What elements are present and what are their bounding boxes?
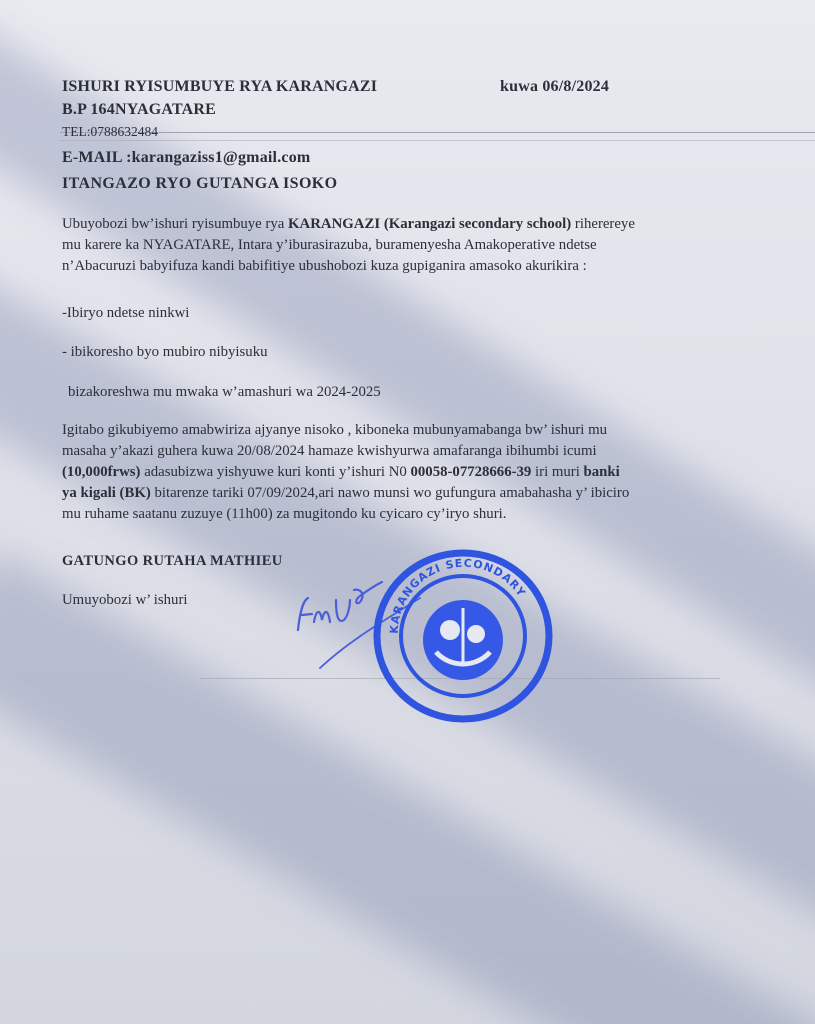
text-line: (10,000frws) adasubizwa yishyuwe kuri konti y’ishuri N0 00058-07728666-39 iri muri banki — [62, 464, 620, 480]
official-stamp-icon — [370, 548, 555, 723]
text-line: Ubuyobozi bw’ishuri ryisumbuye rya KARANGAZI (Karangazi secondary school) riherereye — [62, 216, 635, 232]
signatory-role: Umuyobozi w’ ishuri — [62, 592, 188, 608]
notice-title: ITANGAZO RYO GUTANGA ISOKO — [62, 175, 338, 192]
usage-period: bizakoreshwa mu mwaka w’amashuri wa 2024-2025 — [68, 384, 381, 400]
text-line: Igitabo gikubiyemo amabwiriza ajyanye nisoko , kiboneka mubunyamabanga bw’ ishuri mu — [62, 422, 608, 438]
telephone: TEL:0788632484 — [62, 124, 158, 139]
school-name: ISHURI RYISUMBUYE RYA KARANGAZI — [62, 78, 378, 95]
svg-text:KARANGAZI SECONDARY: KARANGAZI SECONDARY — [387, 556, 529, 635]
text-line: mu karere ka NYAGATARE, Intara y’iburasirazuba, buramenyesha Amakoperative ndetse — [62, 237, 597, 253]
document-date: kuwa 06/8/2024 — [500, 78, 610, 95]
header-rule — [60, 132, 815, 133]
header-rule — [60, 140, 815, 141]
email-address: E-MAIL :karangaziss1@gmail.com — [62, 149, 311, 166]
tender-paragraph — [62, 420, 629, 525]
postal-address: B.P 164NYAGATARE — [62, 101, 217, 118]
text-line: n’Abacuruzi babyifuza kandi babifitiye ubushobozi kuza gupiganira amasoko akurikira : — [62, 258, 587, 274]
list-item: - ibikoresho byo mubiro nibyisuku — [62, 344, 268, 360]
intro-paragraph — [62, 214, 635, 277]
signatory-name: GATUNGO RUTAHA MATHIEU — [62, 553, 283, 569]
list-item: -Ibiryo ndetse ninkwi — [62, 305, 190, 321]
text-line: ya kigali (BK) bitarenze tariki 07/09/2024,ari nawo munsi wo gufungura amabahasha y’ ibiciro — [62, 485, 630, 501]
text-line: mu ruhame saatanu zuzuye (11h00) za mugitondo ku cyicaro cy’iryo shuri. — [62, 506, 507, 522]
text-line: masaha y’akazi guhera kuwa 20/08/2024 hamaze kwishyurwa amafaranga ibihumbi icumi — [62, 443, 597, 459]
